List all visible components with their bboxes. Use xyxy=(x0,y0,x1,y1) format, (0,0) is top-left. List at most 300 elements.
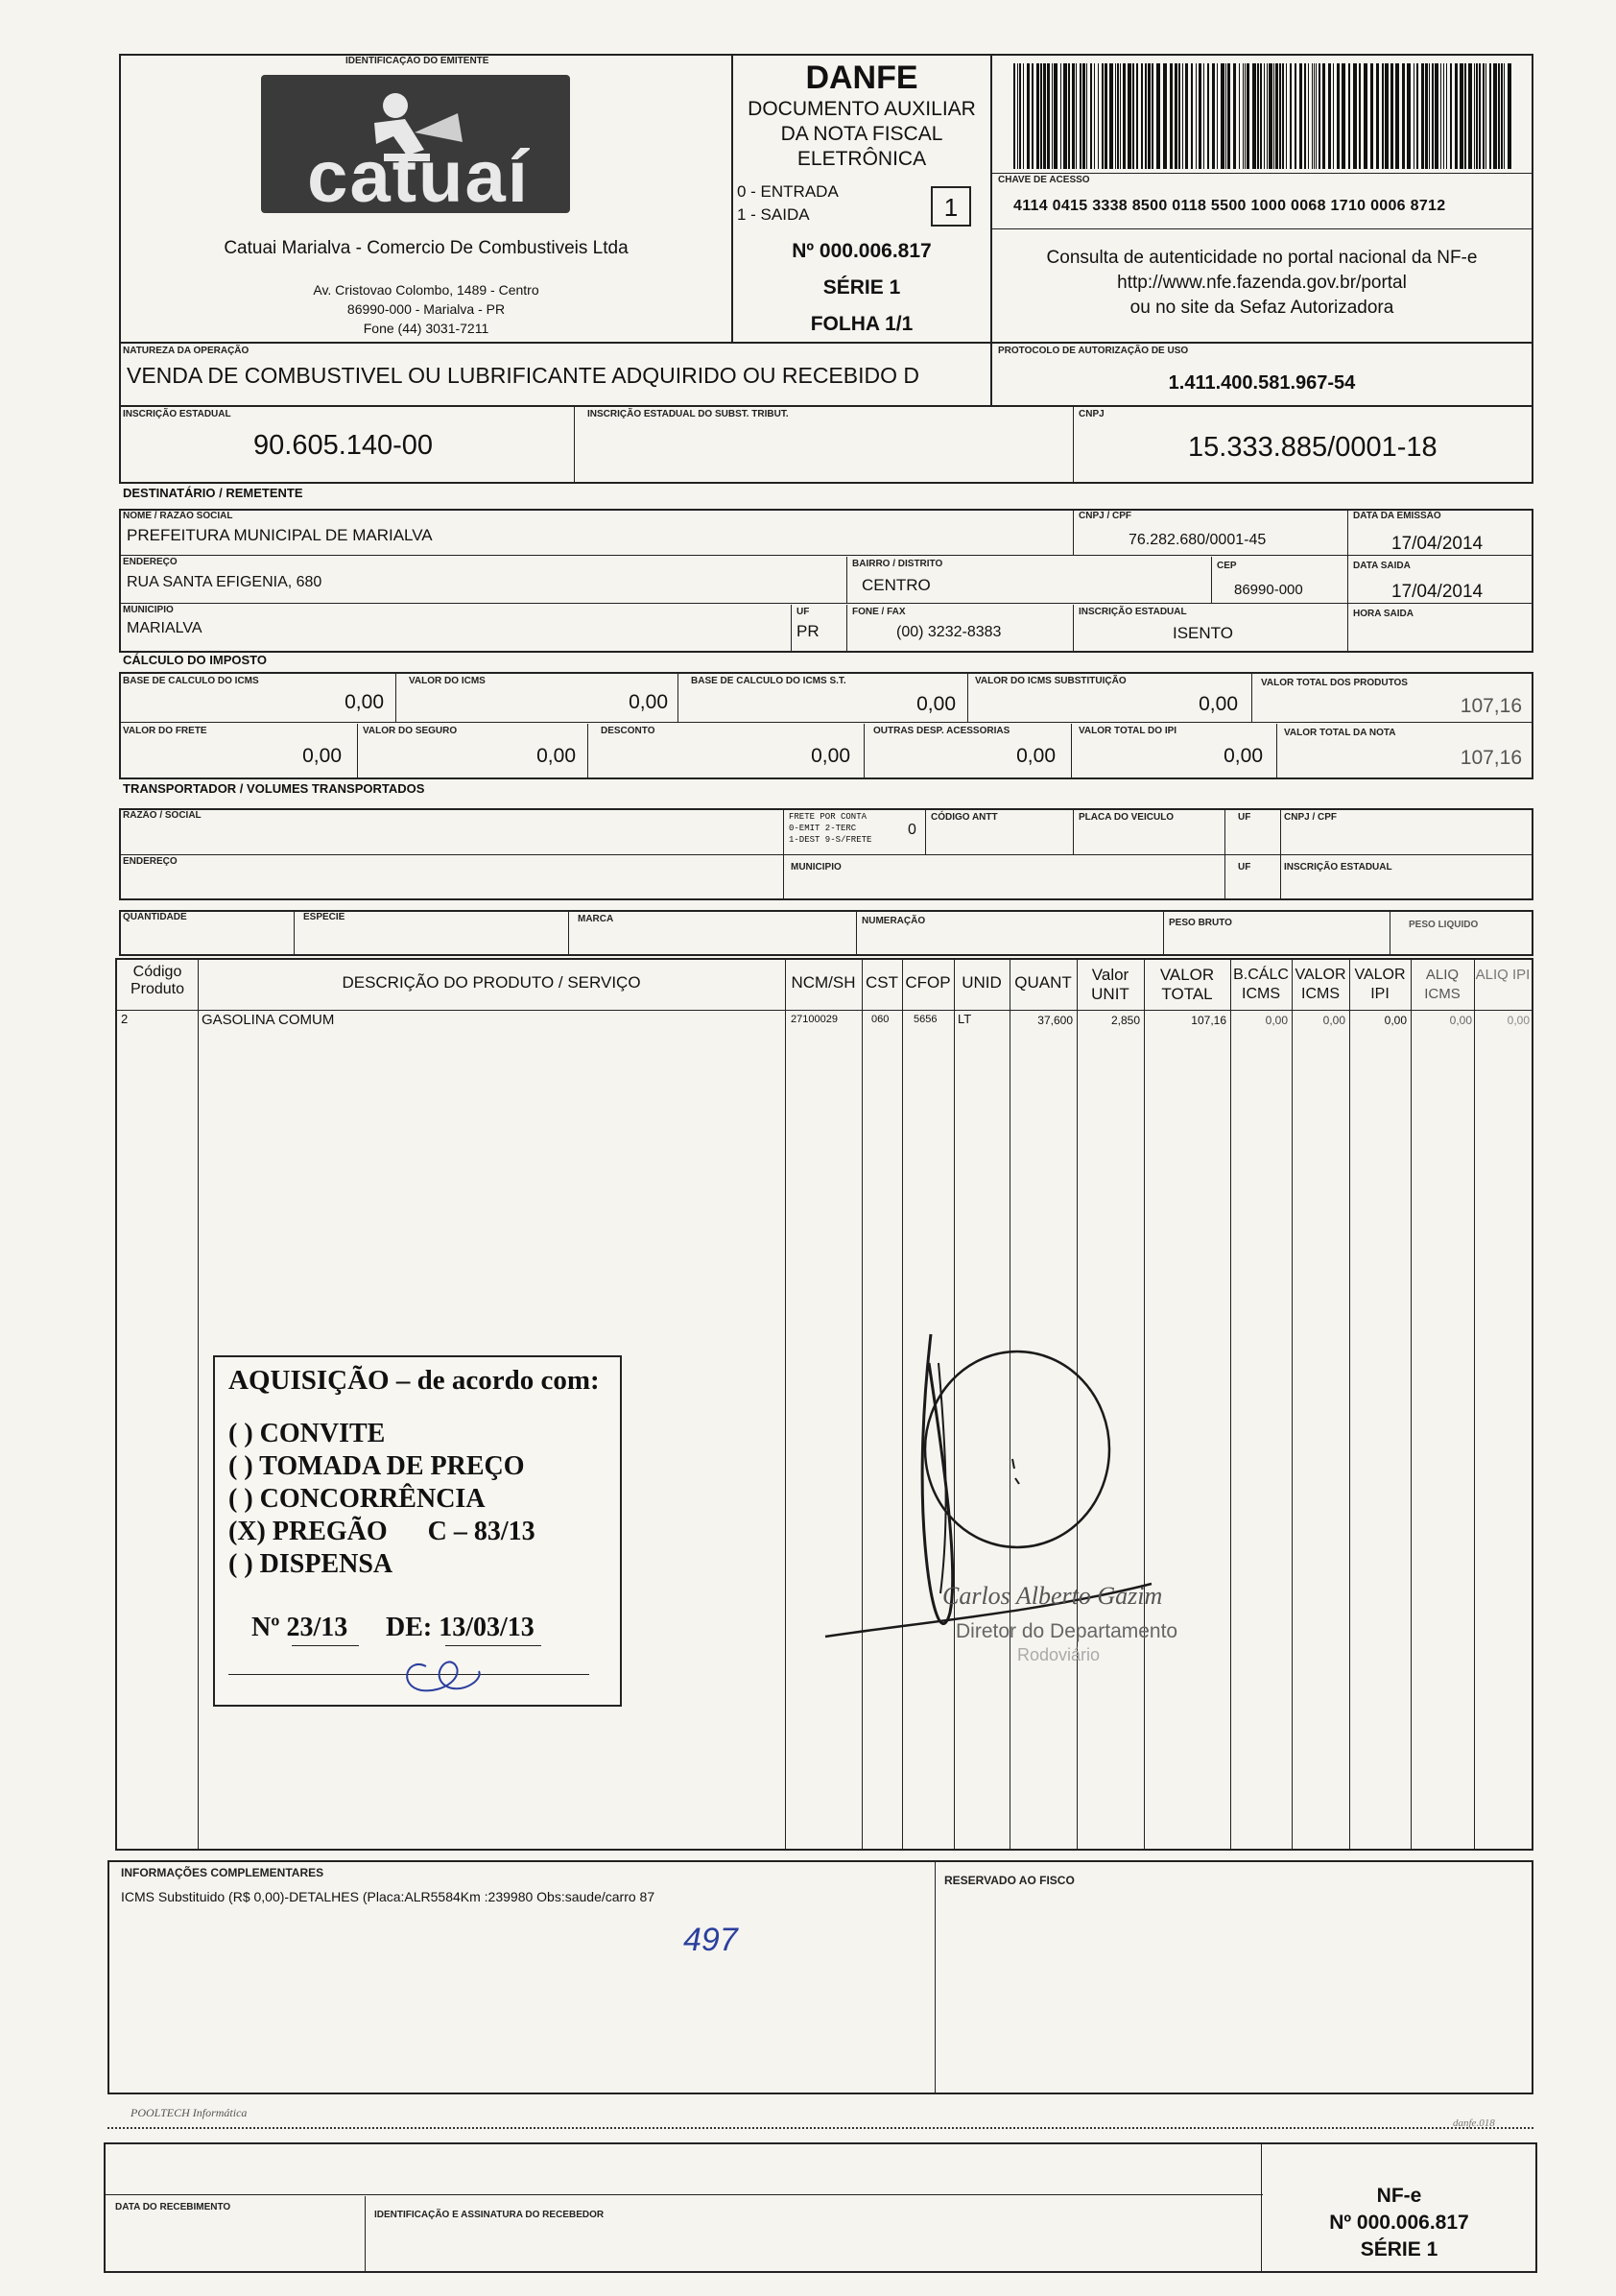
barcode-bar xyxy=(1170,63,1173,169)
hdr-ncm: NCM/SH xyxy=(791,973,856,992)
danfe-subtitle-1: DOCUMENTO AUXILIAR xyxy=(748,98,976,120)
row-descricao: GASOLINA COMUM xyxy=(202,1012,335,1028)
barcode-bar xyxy=(1076,63,1077,169)
stamp-line-1: ( ) CONVITE xyxy=(228,1419,386,1448)
row-vunit: 2,850 xyxy=(1110,1014,1140,1027)
row-vicms: 0,00 xyxy=(1322,1014,1345,1027)
barcode-bar xyxy=(1145,63,1147,169)
barcode-bar xyxy=(1407,63,1411,169)
footer-dotted-line xyxy=(107,2127,1533,2129)
vol-c3 xyxy=(856,912,857,954)
hdr-bcicms: B.CÁLC ICMS xyxy=(1233,967,1289,1002)
barcode-bar xyxy=(1337,63,1340,169)
barcode-bar xyxy=(1443,63,1444,169)
frete-conta-3: 1-DEST 9-S/FRETE xyxy=(789,835,872,845)
barcode-bar xyxy=(1136,63,1138,169)
barcode-bar xyxy=(1148,63,1151,169)
protocolo-value: 1.411.400.581.967-54 xyxy=(1168,372,1356,394)
antt-label: CÓDIGO ANTT xyxy=(931,812,998,823)
barcode-bar xyxy=(1163,63,1167,169)
seguro-label: VALOR DO SEGURO xyxy=(363,726,458,736)
danfe-entrada: 0 - ENTRADA xyxy=(737,182,839,201)
barcode-bar xyxy=(1322,63,1325,169)
barcode-bar xyxy=(1019,63,1021,169)
transp-c1 xyxy=(783,810,784,898)
barcode-bar xyxy=(1060,63,1061,169)
numeracao-label: NUMERAÇÃO xyxy=(862,916,926,926)
barcode-bar xyxy=(1023,63,1024,169)
transporte-section: TRANSPORTADOR / VOLUMES TRANSPORTADOS xyxy=(123,781,425,796)
barcode-bar xyxy=(1217,63,1218,169)
danfe-tipo-box: 1 xyxy=(931,186,971,227)
chave-divider xyxy=(992,173,1532,174)
ipi-label: VALOR TOTAL DO IPI xyxy=(1079,726,1177,736)
prod-col-vicms xyxy=(1292,960,1293,1849)
barcode-bar xyxy=(1314,63,1315,169)
consulta-line-2: http://www.nfe.fazenda.gov.br/portal xyxy=(1117,273,1407,293)
barcode-bar xyxy=(1476,63,1478,169)
barcode-bar xyxy=(1282,63,1284,169)
hdr-cst: CST xyxy=(866,973,898,992)
barcode-bar xyxy=(1182,63,1183,169)
v-prod-label: VALOR TOTAL DOS PRODUTOS xyxy=(1261,678,1408,688)
imposto-row-divider xyxy=(121,722,1532,723)
danfe-serie: SÉRIE 1 xyxy=(822,276,901,299)
barcode-bar xyxy=(1416,63,1418,169)
row-aliqicms: 0,00 xyxy=(1449,1014,1472,1027)
barcode-bar xyxy=(1390,63,1393,169)
dest-bairro: CENTRO xyxy=(862,576,931,594)
barcode-bar xyxy=(1245,63,1246,169)
v-prod: 107,16 xyxy=(1460,695,1522,717)
consulta-line-1: Consulta de autenticidade no portal nacional da NF-e xyxy=(1046,248,1478,268)
outras: 0,00 xyxy=(1016,745,1056,767)
produtos-header-divider xyxy=(117,1010,1532,1011)
barcode-bar xyxy=(1109,63,1113,169)
barcode-bar xyxy=(1440,63,1441,169)
prod-col-bcicms xyxy=(1230,960,1231,1849)
marca-label: MARCA xyxy=(578,914,614,924)
transp-uf2-label: UF xyxy=(1238,862,1251,873)
especie-label: ESPECIE xyxy=(303,912,345,922)
stamp-initials-icon xyxy=(388,1638,503,1705)
imp-c6 xyxy=(587,724,588,777)
barcode-bar xyxy=(1479,63,1481,169)
prod-col-aliqipi xyxy=(1474,960,1475,1849)
imp-c2 xyxy=(677,674,678,722)
barcode-bar xyxy=(1312,63,1313,169)
ie-st-label: INSCRIÇÃO ESTADUAL DO SUBST. TRIBUT. xyxy=(587,409,789,419)
imp-c4 xyxy=(1251,674,1252,722)
barcode-bar xyxy=(1290,63,1292,169)
dest-fone-label: FONE / FAX xyxy=(852,607,906,617)
signature-cargo: Diretor do Departamento xyxy=(956,1620,1178,1642)
hdr-quant: QUANT xyxy=(1014,973,1072,992)
canhoto-numero: Nº 000.006.817 xyxy=(1329,2212,1469,2234)
barcode-bar xyxy=(1233,63,1236,169)
prod-col-vipi xyxy=(1349,960,1350,1849)
row-cfop: 5656 xyxy=(914,1014,938,1025)
dest-col-cnpj xyxy=(1073,511,1074,555)
imp-c3 xyxy=(967,674,968,722)
canhoto-col-1 xyxy=(365,2196,366,2271)
seguro: 0,00 xyxy=(536,745,576,767)
dest-nome: PREFEITURA MUNICIPAL DE MARIALVA xyxy=(127,526,433,544)
barcode-bar xyxy=(1225,63,1226,169)
dest-municipio: MARIALVA xyxy=(127,620,202,636)
dest-saida: 17/04/2014 xyxy=(1391,582,1484,602)
barcode-bar xyxy=(1267,63,1268,169)
signature-name: Carlos Alberto Gazim xyxy=(942,1582,1163,1610)
outras-label: OUTRAS DESP. ACESSORIAS xyxy=(873,726,1010,736)
dest-row-divider-1 xyxy=(121,555,1532,556)
barcode-bar xyxy=(1269,63,1272,169)
barcode-bar xyxy=(1376,63,1379,169)
stamp-line-5: ( ) DISPENSA xyxy=(228,1549,393,1579)
natureza-value: VENDA DE COMBUSTIVEL OU LUBRIFICANTE ADQUIRIDO OU RECEBIDO D xyxy=(127,363,920,388)
desconto-label: DESCONTO xyxy=(601,726,655,736)
barcode-bar xyxy=(1052,63,1053,169)
transp-c4 xyxy=(1224,810,1225,898)
barcode-bar xyxy=(1273,63,1274,169)
barcode-bar xyxy=(1117,63,1119,169)
chave-divider-2 xyxy=(992,228,1532,229)
ie-label: INSCRIÇÃO ESTADUAL xyxy=(123,409,231,419)
barcode-bar xyxy=(1196,63,1197,169)
hdr-vtotal: VALOR TOTAL xyxy=(1159,966,1215,1003)
barcode-bar xyxy=(1090,63,1092,169)
v-icms-label: VALOR DO ICMS xyxy=(409,676,486,686)
barcode-bar xyxy=(1199,63,1201,169)
barcode-bar xyxy=(1493,63,1497,169)
peso-bruto-label: PESO BRUTO xyxy=(1169,918,1232,928)
barcode-bar xyxy=(1080,63,1081,169)
bc-st: 0,00 xyxy=(916,693,956,715)
stamp-line-4: (X) PREGÃO C – 83/13 xyxy=(228,1517,535,1546)
imp-c1 xyxy=(395,674,396,722)
frete-conta-value: 0 xyxy=(908,822,916,838)
barcode-bar xyxy=(1304,63,1306,169)
dest-cep: 86990-000 xyxy=(1234,582,1303,598)
transp-cnpj-label: CNPJ / CPF xyxy=(1284,812,1338,823)
barcode-bar xyxy=(1068,63,1070,169)
barcode-bar xyxy=(1455,63,1458,169)
transp-c3 xyxy=(1073,810,1074,854)
vol-c2 xyxy=(568,912,569,954)
transp-c5 xyxy=(1280,810,1281,898)
barcode-bar xyxy=(1132,63,1134,169)
barcode-bar xyxy=(1257,63,1259,169)
barcode-bar xyxy=(1485,63,1486,169)
barcode-bar xyxy=(1421,63,1424,169)
prod-col-ncm xyxy=(785,960,786,1849)
canhoto-col-2 xyxy=(1261,2144,1262,2271)
barcode-bar xyxy=(1425,63,1428,169)
dest-endereco: RUA SANTA EFIGENIA, 680 xyxy=(127,574,322,590)
hdr-unid: UNID xyxy=(962,973,1002,992)
footer-code: danfe.018 xyxy=(1453,2117,1495,2129)
barcode-bar xyxy=(1508,63,1511,169)
dest-bairro-label: BAIRRO / DISTRITO xyxy=(852,559,943,569)
frete-label: VALOR DO FRETE xyxy=(123,726,207,736)
barcode-bar xyxy=(1299,63,1302,169)
hdr-cfop: CFOP xyxy=(905,973,951,992)
danfe-folha: FOLHA 1/1 xyxy=(810,313,914,335)
barcode-bar xyxy=(1474,63,1475,169)
barcode-bar xyxy=(1446,63,1447,169)
dest-nome-label: NOME / RAZÃO SOCIAL xyxy=(123,511,233,521)
canhoto-data-label: DATA DO RECEBIMENTO xyxy=(115,2202,231,2212)
dest-fone: (00) 3232-8383 xyxy=(896,624,1002,640)
protocolo-label: PROTOCOLO DE AUTORIZAÇÃO DE USO xyxy=(998,346,1189,356)
barcode-bar xyxy=(1072,63,1075,169)
ie-divider xyxy=(574,407,575,482)
hdr-vipi: VALOR IPI xyxy=(1354,967,1406,1002)
imp-c5 xyxy=(357,724,358,777)
transp-municipio-label: MUNICIPIO xyxy=(791,862,842,873)
transp-ie-label: INSCRIÇÃO ESTADUAL xyxy=(1284,862,1392,873)
danfe-saida: 1 - SAIDA xyxy=(737,205,810,224)
vol-c1 xyxy=(294,912,295,954)
dest-cep-label: CEP xyxy=(1217,561,1237,571)
footer-software: POOLTECH Informática xyxy=(131,2106,248,2119)
signature-cargo2: Rodoviário xyxy=(1017,1645,1101,1664)
imp-c9 xyxy=(1276,724,1277,777)
row-vipi: 0,00 xyxy=(1384,1014,1407,1027)
hdr-descricao: DESCRIÇÃO DO PRODUTO / SERVIÇO xyxy=(342,973,641,992)
barcode-bar xyxy=(1370,63,1373,169)
row-unid: LT xyxy=(958,1012,972,1026)
quantidade-label: QUANTIDADE xyxy=(123,912,187,922)
barcode-bar xyxy=(1385,63,1389,169)
dest-saida-label: DATA SAIDA xyxy=(1353,561,1411,571)
barcode-bar xyxy=(1040,63,1042,169)
barcode-bar xyxy=(1175,63,1177,169)
ipi: 0,00 xyxy=(1224,745,1263,767)
transp-endereco-label: ENDEREÇO xyxy=(123,856,178,867)
dest-col-cep xyxy=(1211,557,1212,603)
frete-conta-1: FRETE POR CONTA xyxy=(789,812,867,822)
barcode-bar xyxy=(1316,63,1317,169)
row-ncm: 27100029 xyxy=(791,1014,838,1025)
info-handwritten: 497 xyxy=(683,1922,738,1958)
barcode-bar xyxy=(1123,63,1126,169)
dest-col-data xyxy=(1347,511,1348,651)
destinatario-section: DESTINATÁRIO / REMETENTE xyxy=(123,486,303,500)
v-nota: 107,16 xyxy=(1460,747,1522,769)
dest-municipio-label: MUNICIPIO xyxy=(123,605,174,615)
barcode-bar xyxy=(1239,63,1240,169)
barcode-bar xyxy=(1043,63,1046,169)
stamp-line-3: ( ) CONCORRÊNCIA xyxy=(228,1484,486,1514)
barcode-bar xyxy=(1152,63,1153,169)
barcode-icon xyxy=(1013,63,1516,169)
barcode-bar xyxy=(1102,63,1104,169)
barcode-bar xyxy=(1191,63,1193,169)
barcode-bar xyxy=(1212,63,1215,169)
aquisicao-stamp xyxy=(213,1355,622,1707)
barcode-bar xyxy=(1082,63,1085,169)
barcode-bar xyxy=(1247,63,1249,169)
ie-value: 90.605.140-00 xyxy=(253,430,434,461)
danfe-title: DANFE xyxy=(805,60,918,96)
dest-emissao-label: DATA DA EMISSÃO xyxy=(1353,511,1441,521)
transp-c2 xyxy=(925,810,926,854)
barcode-bar xyxy=(1483,63,1485,169)
barcode-bar xyxy=(1333,63,1334,169)
barcode-bar xyxy=(1252,63,1256,169)
stamp-de: DE: 13/03/13 xyxy=(386,1613,535,1642)
placa-label: PLACA DO VEICULO xyxy=(1079,812,1175,823)
chave-label: CHAVE DE ACESSO xyxy=(998,175,1090,185)
transp-row-divider xyxy=(121,854,1532,855)
prod-col-aliqicms xyxy=(1411,960,1412,1849)
barcode-bar xyxy=(1094,63,1095,169)
barcode-bar xyxy=(1115,63,1116,169)
barcode-bar xyxy=(1328,63,1331,169)
barcode-bar xyxy=(1086,63,1087,169)
barcode-bar xyxy=(1286,63,1287,169)
barcode-bar xyxy=(1395,63,1399,169)
barcode-bar xyxy=(1489,63,1491,169)
canhoto-nfe: NF-e xyxy=(1376,2185,1422,2207)
hdr-aliqipi: ALIQ IPI xyxy=(1475,967,1531,983)
dest-cnpj: 76.282.680/0001-45 xyxy=(1129,532,1267,548)
dest-col-bairro xyxy=(846,557,847,603)
barcode-bar xyxy=(1185,63,1188,169)
info-label: INFORMAÇÕES COMPLEMENTARES xyxy=(121,1866,324,1879)
bc-icms: 0,00 xyxy=(345,691,384,713)
barcode-bar xyxy=(1348,63,1350,169)
barcode-bar xyxy=(1432,63,1434,169)
dest-row-divider-2 xyxy=(121,603,1532,604)
bc-st-label: BASE DE CALCULO DO ICMS S.T. xyxy=(691,676,846,686)
barcode-bar xyxy=(1243,63,1244,169)
info-text: ICMS Substituido (R$ 0,00)-DETALHES (Placa:ALR5584Km :239980 Obs:saude/carro 87 xyxy=(121,1889,655,1904)
barcode-bar xyxy=(1501,63,1503,169)
barcode-bar xyxy=(1063,63,1067,169)
danfe-numero: Nº 000.006.817 xyxy=(792,240,932,262)
emitente-endereco: Av. Cristovao Colombo, 1489 - Centro xyxy=(313,282,539,298)
cnpj-value: 15.333.885/0001-18 xyxy=(1188,432,1438,463)
row-cst: 060 xyxy=(871,1014,890,1025)
table-row xyxy=(117,1012,1532,1035)
barcode-bar xyxy=(1319,63,1320,169)
emitente-label: IDENTIFICAÇÃO DO EMITENTE xyxy=(345,56,489,66)
dest-uf: PR xyxy=(796,622,820,640)
barcode-bar xyxy=(1308,63,1309,169)
hdr-aliqicms: ALIQ ICMS xyxy=(1424,967,1461,1002)
barcode-bar xyxy=(1221,63,1224,169)
prod-col-desc xyxy=(198,960,199,1849)
barcode-bar xyxy=(1178,63,1180,169)
chave-value: 4114 0415 3338 8500 0118 5500 1000 0068 1710 0006 8712 xyxy=(1013,198,1446,214)
dest-emissao: 17/04/2014 xyxy=(1391,534,1484,554)
stamp-numero: Nº 23/13 xyxy=(251,1613,348,1642)
barcode-bar xyxy=(1047,63,1050,169)
barcode-bar xyxy=(1032,63,1034,169)
dest-cnpj-label: CNPJ / CPF xyxy=(1079,511,1132,521)
row-codigo: 2 xyxy=(121,1012,129,1026)
barcode-bar xyxy=(1260,63,1262,169)
v-st-label: VALOR DO ICMS SUBSTITUIÇÃO xyxy=(975,676,1127,686)
dest-ie: ISENTO xyxy=(1173,624,1233,642)
barcode-bar xyxy=(1036,63,1039,169)
v-st: 0,00 xyxy=(1199,693,1238,715)
emitente-cidade: 86990-000 - Marialva - PR xyxy=(346,301,506,317)
barcode-bar xyxy=(1105,63,1107,169)
ie-st-divider xyxy=(1073,407,1074,482)
frete-conta-2: 0-EMIT 2-TERC xyxy=(789,824,857,833)
barcode-bar xyxy=(1120,63,1121,169)
frete: 0,00 xyxy=(302,745,342,767)
hdr-vicms: VALOR ICMS xyxy=(1295,967,1346,1002)
dest-endereco-label: ENDEREÇO xyxy=(123,557,178,567)
dest-hora-label: HORA SAIDA xyxy=(1353,609,1414,619)
barcode-bar xyxy=(1450,63,1452,169)
barcode-bar xyxy=(1156,63,1160,169)
canhoto-ident-label: IDENTIFICAÇÃO E ASSINATURA DO RECEBEDOR xyxy=(374,2210,605,2220)
row-aliqipi: 0,00 xyxy=(1507,1014,1530,1027)
cnpj-label: CNPJ xyxy=(1079,409,1105,419)
company-logo xyxy=(261,75,570,218)
danfe-subtitle-2: DA NOTA FISCAL xyxy=(780,123,943,145)
barcode-bar xyxy=(1498,63,1500,169)
v-icms: 0,00 xyxy=(629,691,668,713)
dest-uf-label: UF xyxy=(796,607,810,617)
barcode-bar xyxy=(1017,63,1018,169)
emitente-nome: Catuai Marialva - Comercio De Combustiveis Ltda xyxy=(224,238,629,258)
dest-col-uf xyxy=(791,605,792,651)
barcode-bar xyxy=(1364,63,1367,169)
dest-ie-label: INSCRIÇÃO ESTADUAL xyxy=(1079,607,1187,617)
desconto: 0,00 xyxy=(811,745,850,767)
info-divider xyxy=(935,1862,936,2093)
barcode-bar xyxy=(1359,63,1361,169)
barcode-bar xyxy=(1227,63,1230,169)
barcode-bar xyxy=(1207,63,1209,169)
consulta-line-3: ou no site da Sefaz Autorizadora xyxy=(1129,298,1394,318)
barcode-bar xyxy=(1264,63,1265,169)
barcode-bar xyxy=(1429,63,1430,169)
barcode-bar xyxy=(1275,63,1278,169)
barcode-bar xyxy=(1382,63,1384,169)
canhoto-divider xyxy=(106,2194,1263,2195)
dest-col-fone xyxy=(846,605,847,651)
hdr-vunit: Valor UNIT xyxy=(1091,966,1129,1003)
bc-icms-label: BASE DE CALCULO DO ICMS xyxy=(123,676,259,686)
barcode-bar xyxy=(1013,63,1015,169)
logo-text: catuaí xyxy=(307,136,530,218)
razao-label: RAZÃO / SOCIAL xyxy=(123,810,202,821)
vol-c4 xyxy=(1163,912,1164,954)
v-nota-label: VALOR TOTAL DA NOTA xyxy=(1284,728,1396,738)
barcode-bar xyxy=(1342,63,1345,169)
barcode-bar xyxy=(1504,63,1505,169)
barcode-bar xyxy=(1098,63,1099,169)
stamp-title: AQUISIÇÃO – de acordo com: xyxy=(228,1365,600,1396)
row-vtotal: 107,16 xyxy=(1191,1014,1226,1027)
natureza-label: NATUREZA DA OPERAÇÃO xyxy=(123,346,250,356)
barcode-bar xyxy=(1027,63,1030,169)
barcode-bar xyxy=(1468,63,1472,169)
barcode-bar xyxy=(1203,63,1204,169)
dest-col-ie xyxy=(1073,605,1074,651)
emitente-fone: Fone (44) 3031-7211 xyxy=(363,321,489,336)
row-bcicms: 0,00 xyxy=(1265,1014,1288,1027)
transp-uf-label: UF xyxy=(1238,812,1251,823)
danfe-subtitle-3: ELETRÔNICA xyxy=(796,148,927,170)
